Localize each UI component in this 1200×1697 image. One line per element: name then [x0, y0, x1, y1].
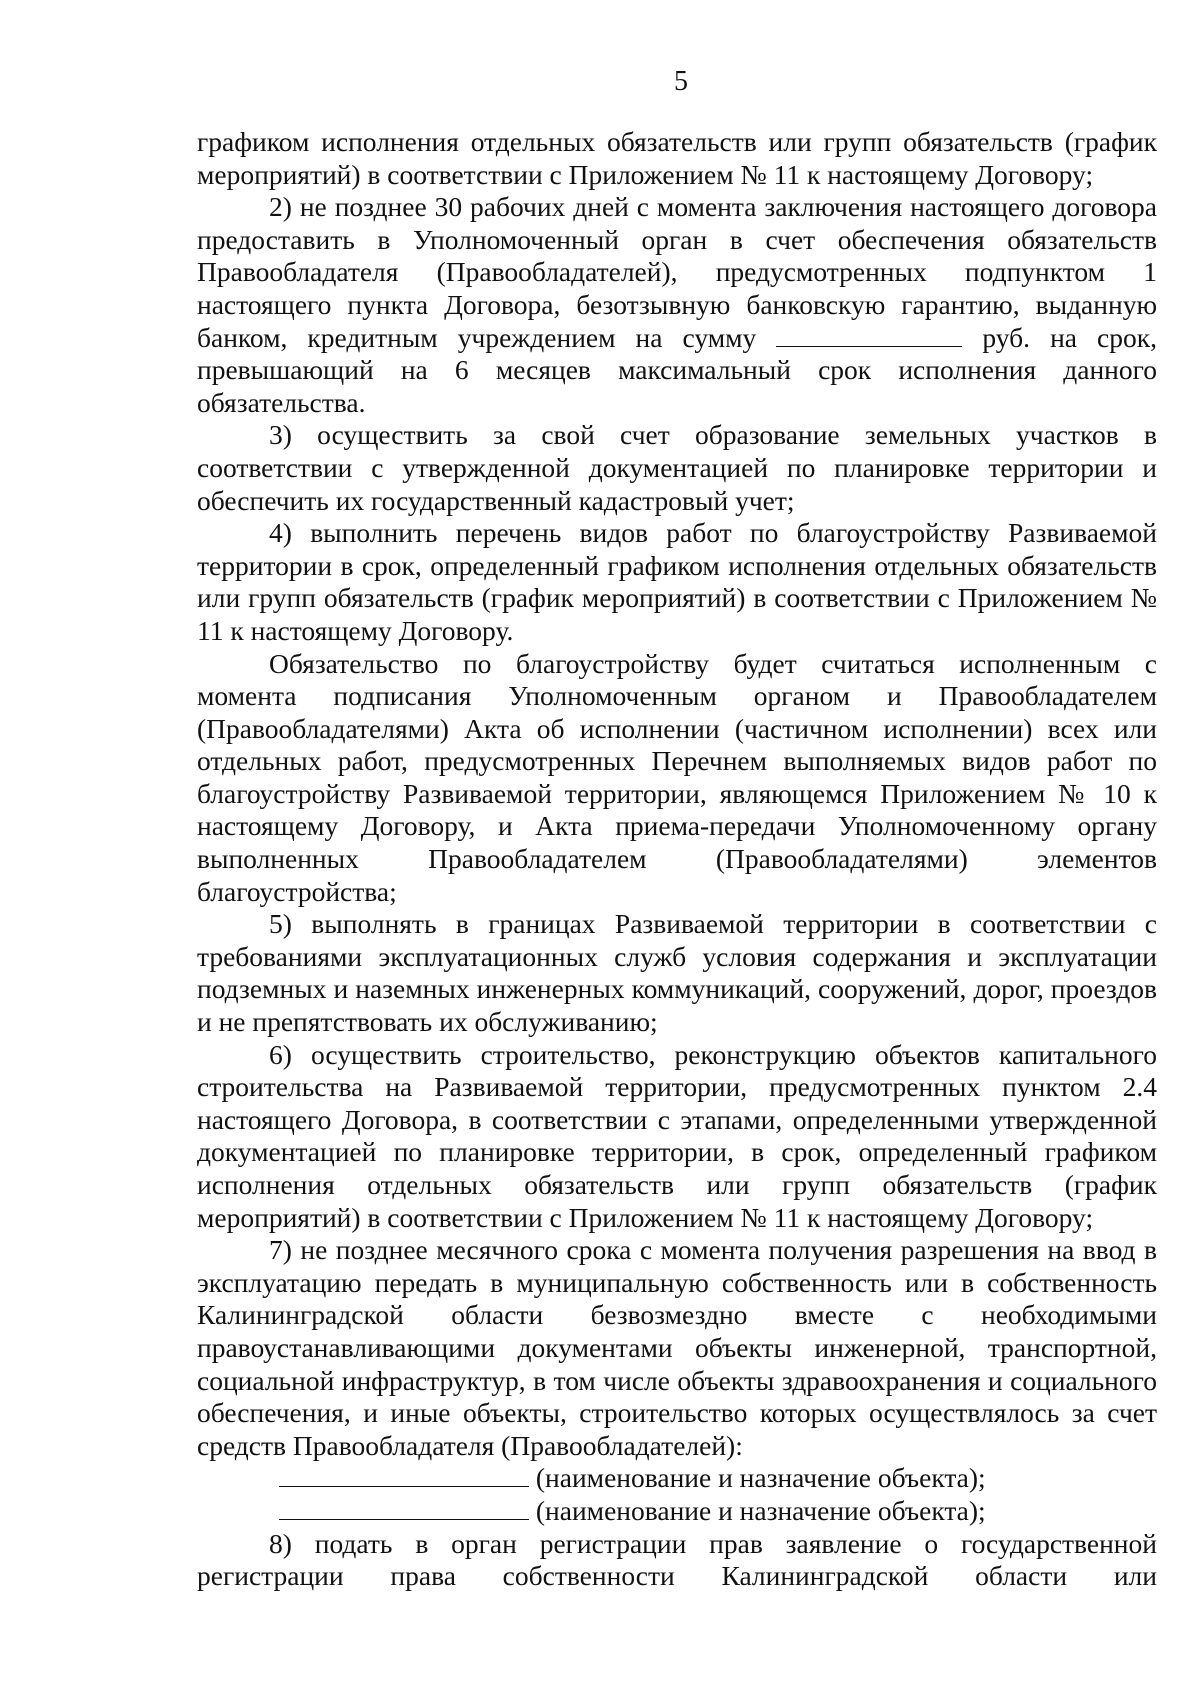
- paragraph-item-2-text-end: руб. на срок, превышающий на 6 месяцев максимальный срок исполнения данного обязательства.: [197, 321, 1157, 418]
- paragraph-item-2: [197, 191, 1157, 419]
- paragraph-item-4: 4) выполнить перечень видов работ по благоустройству Развиваемой территории в срок, определенный графиком исполнения отдельных обязательств или групп обязательств (график мероприятий) в соответствии с Приложением № 11 к настоящему Договору.: [197, 517, 1157, 646]
- amount-blank-field: [776, 322, 962, 347]
- paragraph-item-8: 8) подать в орган регистрации прав заявление о государственной регистрации права собственности Калининградской области или: [197, 1527, 1157, 1592]
- paragraph-item-3: 3) осуществить за свой счет образование земельных участков в соответствии с утвержденной документацией по планировке территории и обеспечить их государственный кадастровый учет;: [197, 419, 1157, 516]
- object-line-2-text: (наименование и назначение объекта);: [535, 1494, 986, 1526]
- object-line-2: [197, 1495, 1157, 1528]
- object-line-1: [197, 1462, 1157, 1495]
- paragraph-landscaping-obligation: Обязательство по благоустройству будет считаться исполненным с момента подписания Уполномоченным органом и Правообладателем (Правообладателями) Акта об исполнении (частичном исполнении) всех или отдельных работ, предусмотренных Перечнем выполняемых видов работ по благоустройству Развиваемой территории, являющемся Приложением № 10 к настоящему Договору, и Акта приема-передачи Уполномоченному органу выполненных Правообладателем (Правообладателями) элементов благоустройства;: [197, 647, 1157, 907]
- paragraph-item-5: 5) выполнять в границах Развиваемой территории в соответствии с требованиями эксплуатационных служб условия содержания и эксплуатации подземных и наземных инженерных коммуникаций, сооружений, дорог, проездов и не препятствовать их обслуживанию;: [197, 908, 1157, 1038]
- object-line-1-text: (наименование и назначение объекта);: [535, 1462, 986, 1494]
- paragraph-item-6: 6) осуществить строительство, реконструкцию объектов капитального строительства на Развиваемой территории, предусмотренных пунктом 2.4 настоящего Договора, в соответствии с этапами, определенными утвержденной документацией по планировке территории, в срок, определенный графиком исполнения отдельных обязательств или групп обязательств (график мероприятий) в соответствии с Приложением № 11 к настоящему Договору;: [197, 1038, 1157, 1233]
- document-body: [197, 126, 1157, 1593]
- paragraph-item-7: 7) не позднее месячного срока с момента получения разрешения на ввод в эксплуатацию передать в муниципальную собственность или в собственность Калининградской области безвозмездно вместе с необходимыми правоустанавливающими документами объекты инженерной, транспортной, социальной инфраструктур, в том числе объекты здравоохранения и социального обеспечения, и иные объекты, строительство которых осуществлялось за счет средств Правообладателя (Правообладателей):: [197, 1234, 1157, 1461]
- object-blank-field-2: [279, 1495, 529, 1520]
- paragraph-item-2-text: 2) не позднее 30 рабочих дней с момента заключения настоящего договора предоставить в Уполномоченный орган в счет обеспечения обязательств Правообладателя (Правообладателей), предусмотренных подпунктом 1 настоящего пункта Договора, безотзывную банковскую гарантию, выданную банком, кредитным учреждением на сумму: [197, 191, 1157, 353]
- paragraph-continuation: графиком исполнения отдельных обязательств или групп обязательств (график мероприятий) в соответствии с Приложением № 11 к настоящему Договору;: [197, 126, 1157, 190]
- page-number: 5: [674, 66, 688, 97]
- object-blank-field-1: [279, 1462, 529, 1487]
